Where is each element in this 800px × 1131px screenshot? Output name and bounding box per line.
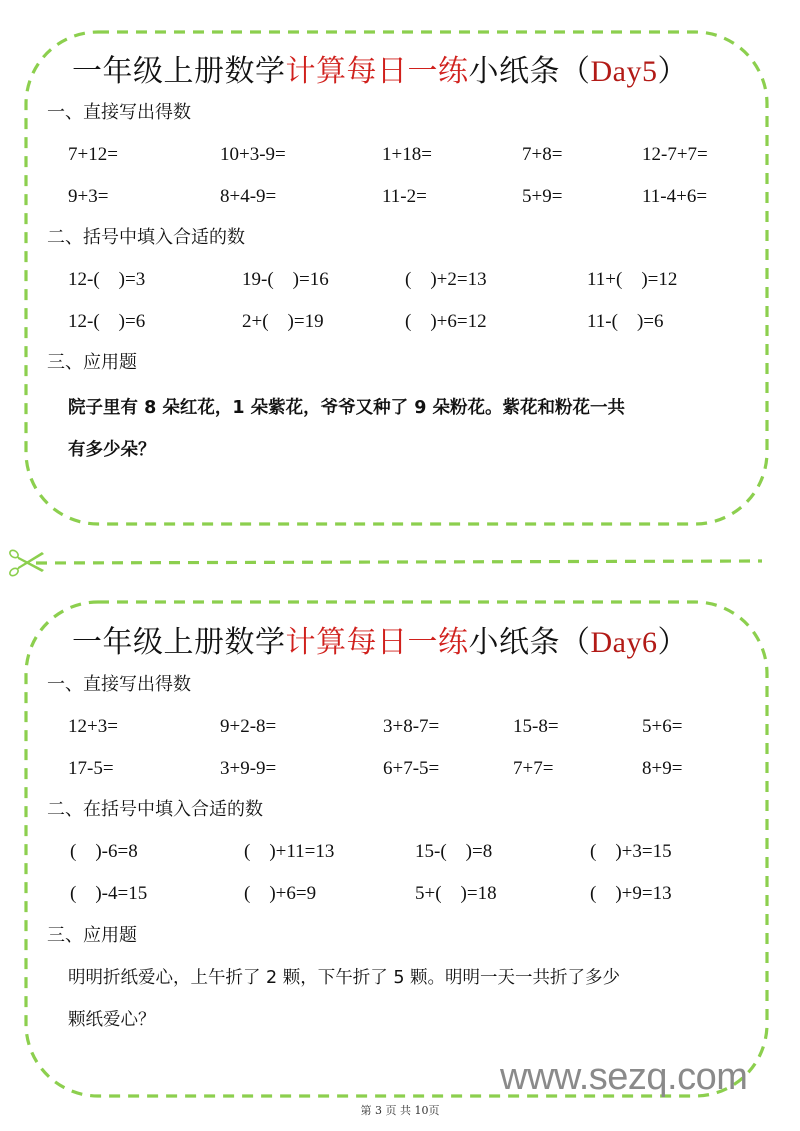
bracket-equation: ( )+11=13 xyxy=(244,841,335,862)
equation: 6+7-5= xyxy=(383,758,440,779)
page-number: 第 3 页 共 10页 xyxy=(360,1104,440,1117)
section-heading-word-problem: 三、应用题 xyxy=(47,925,137,946)
cut-line xyxy=(36,561,762,563)
equation: 8+4-9= xyxy=(220,186,277,207)
slip-title xyxy=(72,54,712,90)
equation: 3+9-9= xyxy=(220,758,277,779)
bracket-equation: ( )+6=12 xyxy=(405,311,487,332)
bracket-equation: 12-( )=6 xyxy=(68,311,146,332)
title-close: ） xyxy=(657,625,688,660)
word-problem-line: 院子里有 8 朵红花，1 朵紫花，爷爷又种了 9 朵粉花。紫花和粉花一共 xyxy=(68,398,625,418)
bracket-equation: ( )-4=15 xyxy=(70,883,148,904)
bracket-equation: 19-( )=16 xyxy=(242,269,329,290)
title-suffix: 小纸条（ xyxy=(468,625,591,660)
equation: 15-8= xyxy=(513,716,559,737)
word-problem-line: 明明折纸爱心，上午折了 2 颗，下午折了 5 颗。明明一天一共折了多少 xyxy=(68,968,621,988)
bracket-equation: 11-( )=6 xyxy=(587,311,664,332)
equation: 9+3= xyxy=(68,186,109,207)
equation: 5+9= xyxy=(522,186,563,207)
title-highlight: 计算每日一练 xyxy=(285,54,469,89)
equation: 9+2-8= xyxy=(220,716,277,737)
section-heading-word-problem: 三、应用题 xyxy=(47,352,137,373)
bracket-equation: ( )+9=13 xyxy=(590,883,672,904)
equation: 1+18= xyxy=(382,144,432,165)
section-heading-direct-answers: 一、直接写出得数 xyxy=(47,674,191,695)
word-problem-line: 颗纸爱心？ xyxy=(68,1010,156,1030)
title-highlight: 计算每日一练 xyxy=(285,625,469,660)
bracket-equation: ( )-6=8 xyxy=(70,841,138,862)
bracket-equation: 5+( )=18 xyxy=(415,883,497,904)
bracket-equation: 15-( )=8 xyxy=(415,841,493,862)
equation: 7+7= xyxy=(513,758,554,779)
section-heading-direct-answers: 一、直接写出得数 xyxy=(47,102,191,123)
bracket-equation: ( )+3=15 xyxy=(590,841,672,862)
bracket-equation: ( )+2=13 xyxy=(405,269,487,290)
title-day: Day5 xyxy=(590,55,658,88)
bracket-equation: 11+( )=12 xyxy=(587,269,678,290)
title-prefix: 一年级上册数学 xyxy=(72,54,286,89)
section-heading-fill-brackets: 二、在括号中填入合适的数 xyxy=(47,799,263,820)
word-problem-line: 有多少朵？ xyxy=(68,440,156,460)
watermark: www.sezq.com xyxy=(500,1056,748,1098)
equation: 12-7+7= xyxy=(642,144,708,165)
bracket-equation: ( )+6=9 xyxy=(244,883,317,904)
title-day: Day6 xyxy=(590,626,658,659)
title-suffix: 小纸条（ xyxy=(468,54,591,89)
equation: 12+3= xyxy=(68,716,118,737)
equation: 7+8= xyxy=(522,144,563,165)
scissors-icon xyxy=(6,548,46,578)
title-prefix: 一年级上册数学 xyxy=(72,625,286,660)
bracket-equation: 12-( )=3 xyxy=(68,269,146,290)
equation: 3+8-7= xyxy=(383,716,440,737)
equation: 7+12= xyxy=(68,144,118,165)
equation: 17-5= xyxy=(68,758,114,779)
equation: 5+6= xyxy=(642,716,683,737)
slip-title xyxy=(72,625,712,661)
equation: 8+9= xyxy=(642,758,683,779)
bracket-equation: 2+( )=19 xyxy=(242,311,324,332)
section-heading-fill-brackets: 二、括号中填入合适的数 xyxy=(47,227,245,248)
equation: 11-4+6= xyxy=(642,186,708,207)
title-close: ） xyxy=(657,54,688,89)
equation: 11-2= xyxy=(382,186,427,207)
equation: 10+3-9= xyxy=(220,144,286,165)
